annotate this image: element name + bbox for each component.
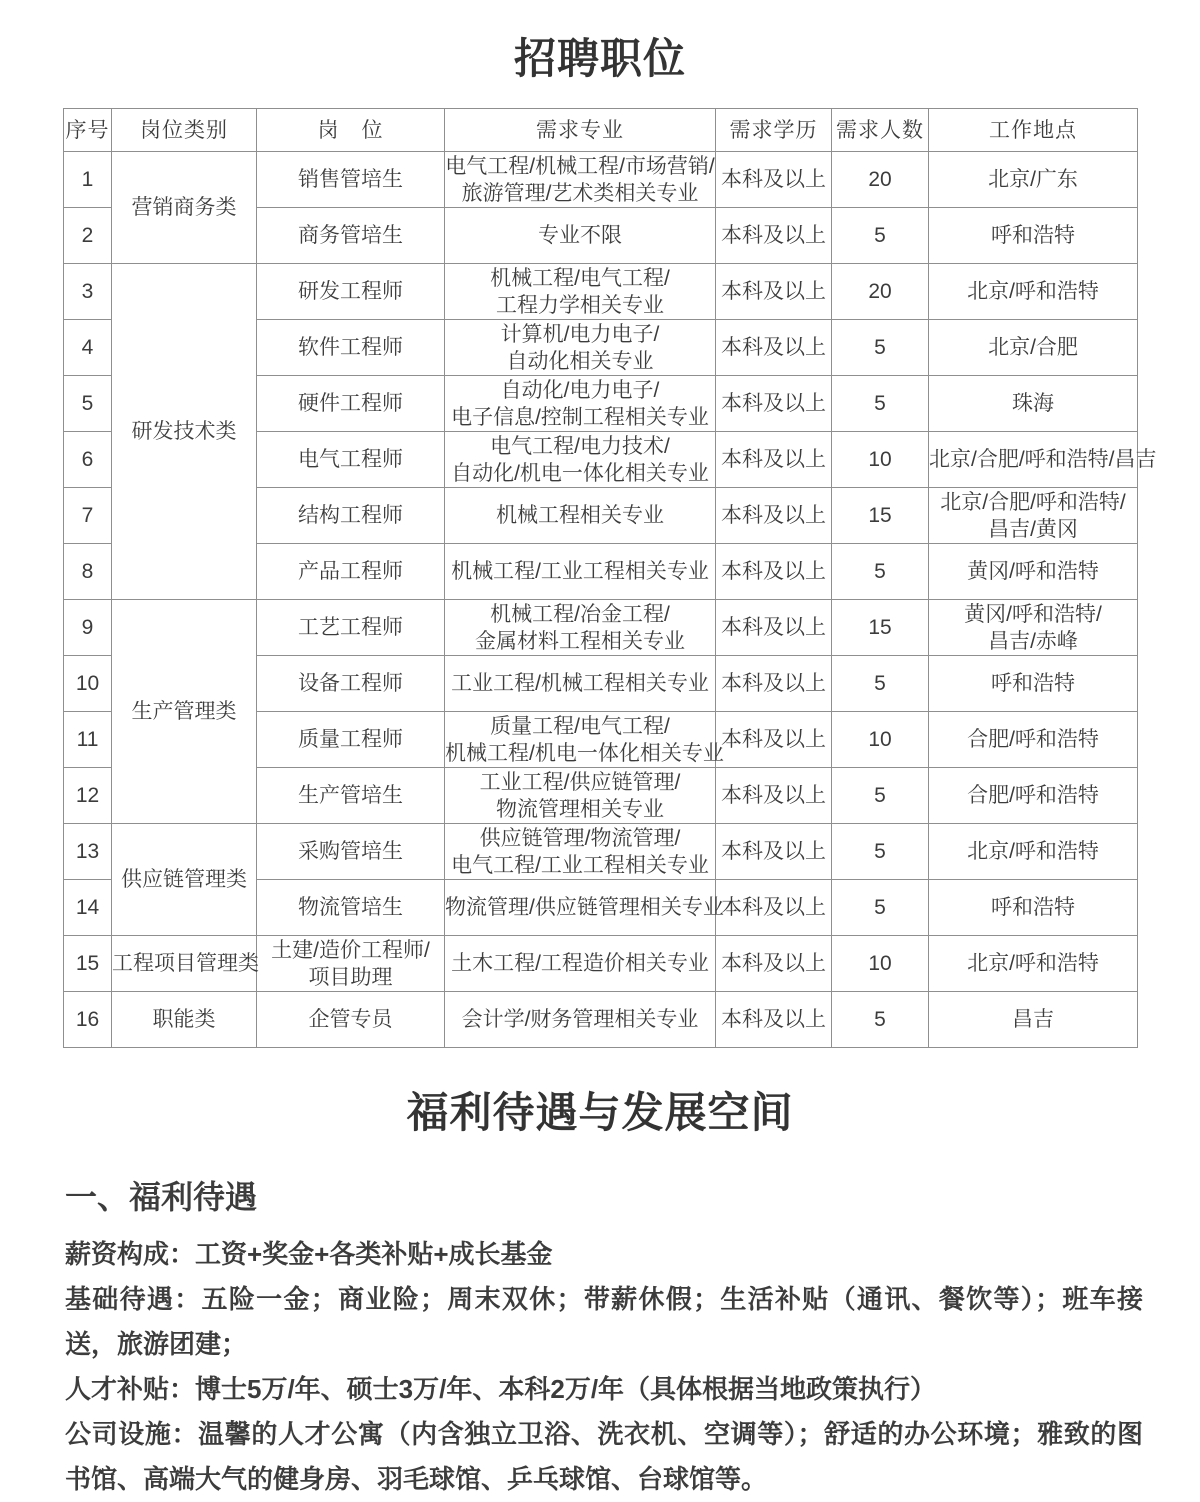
cell-index-line: 9 xyxy=(81,616,94,639)
cell-position-line: 硬件工程师 xyxy=(298,392,403,415)
cell-position xyxy=(257,208,445,264)
cell-major-line: 电气工程/机械工程/市场营销/ xyxy=(445,154,715,178)
cell-major-line: 机械工程相关专业 xyxy=(496,504,664,527)
cell-major-line: 电子信息/控制工程相关专业 xyxy=(451,405,709,429)
cell-location xyxy=(929,992,1138,1048)
benefits-title: 福利待遇与发展空间 xyxy=(406,1089,794,1136)
cell-major-line: 工程力学相关专业 xyxy=(496,293,664,317)
cell-location-line: 合肥/呼和浩特 xyxy=(967,728,1099,751)
cell-count-line: 5 xyxy=(874,336,886,359)
cell-index-line: 3 xyxy=(81,280,94,303)
cell-position-line: 采购管培生 xyxy=(298,840,403,863)
cell-location-line: 北京/广东 xyxy=(988,168,1078,191)
cell-count-line: 5 xyxy=(874,1008,886,1031)
cell-major xyxy=(445,824,716,880)
cell-location-line: 北京/呼和浩特 xyxy=(967,952,1099,975)
cell-education-line: 本科及以上 xyxy=(721,840,826,863)
cell-location-line: 昌吉/赤峰 xyxy=(988,629,1078,653)
cell-major-line: 机械工程/工业工程相关专业 xyxy=(451,560,709,583)
cell-count-line: 5 xyxy=(874,672,886,695)
cell-education-line: 本科及以上 xyxy=(721,952,826,975)
cell-major-line: 专业不限 xyxy=(538,224,622,247)
table-row xyxy=(64,264,1138,320)
cell-category-line: 生产管理类 xyxy=(131,700,237,723)
cell-major xyxy=(445,152,716,208)
cell-location xyxy=(929,656,1138,712)
cell-index-line: 13 xyxy=(75,840,100,863)
cell-education xyxy=(716,712,832,768)
cell-major xyxy=(445,936,716,992)
cell-position-line: 销售管培生 xyxy=(298,168,403,191)
cell-category xyxy=(112,264,257,600)
cell-count xyxy=(832,544,929,600)
cell-count-line: 10 xyxy=(868,728,892,751)
cell-location xyxy=(929,432,1157,488)
cell-index-line: 8 xyxy=(81,560,94,583)
cell-location-line: 呼和浩特 xyxy=(991,224,1075,247)
cell-location-line: 珠海 xyxy=(1012,392,1054,415)
cell-education-line: 本科及以上 xyxy=(721,504,826,527)
cell-category xyxy=(112,824,257,936)
cell-location xyxy=(929,152,1138,208)
cell-location xyxy=(929,320,1138,376)
cell-index-line: 12 xyxy=(75,784,100,807)
positions-table xyxy=(63,108,1157,1048)
cell-location-line: 合肥/呼和浩特 xyxy=(967,784,1099,807)
cell-location xyxy=(929,600,1138,656)
cell-count xyxy=(832,432,929,488)
column-header: 需求专业 xyxy=(445,109,716,152)
cell-education xyxy=(716,992,832,1048)
cell-major-line: 供应链管理/物流管理/ xyxy=(479,826,681,850)
cell-education xyxy=(716,880,832,936)
cell-education-line: 本科及以上 xyxy=(721,336,826,359)
cell-count xyxy=(832,992,929,1048)
cell-education-line: 本科及以上 xyxy=(721,784,826,807)
cell-category xyxy=(112,600,257,824)
cell-position-line: 商务管培生 xyxy=(298,224,403,247)
column-header: 岗 位 xyxy=(257,109,445,152)
table-body xyxy=(64,152,1157,1048)
cell-education xyxy=(716,768,832,824)
cell-education-line: 本科及以上 xyxy=(721,448,826,471)
cell-position-line: 物流管培生 xyxy=(298,896,403,919)
cell-major xyxy=(445,320,716,376)
cell-count-line: 15 xyxy=(868,616,892,639)
cell-position xyxy=(257,544,445,600)
cell-major-line: 旅游管理/艺术类相关专业 xyxy=(461,181,699,205)
table-row xyxy=(64,824,1138,880)
cell-major xyxy=(445,600,716,656)
cell-index xyxy=(64,656,112,712)
benefits-paragraphs xyxy=(65,1232,1143,1502)
cell-major xyxy=(445,488,716,544)
cell-major-line: 金属材料工程相关专业 xyxy=(475,629,685,653)
cell-count xyxy=(832,208,929,264)
cell-count-line: 20 xyxy=(868,168,892,191)
cell-position xyxy=(257,992,445,1048)
cell-count xyxy=(832,880,929,936)
cell-major-line: 会计学/财务管理相关专业 xyxy=(461,1008,699,1031)
cell-position xyxy=(257,320,445,376)
cell-index xyxy=(64,880,112,936)
cell-location-line: 昌吉/黄冈 xyxy=(988,517,1078,541)
cell-major-line: 机械工程/电气工程/ xyxy=(490,266,670,290)
cell-index xyxy=(64,824,112,880)
cell-position-line: 工艺工程师 xyxy=(298,616,403,639)
cell-count-line: 20 xyxy=(868,280,892,303)
cell-category xyxy=(112,992,257,1048)
cell-position xyxy=(257,152,445,208)
cell-index-line: 4 xyxy=(81,336,94,359)
cell-index-line: 7 xyxy=(81,504,94,527)
cell-major xyxy=(445,712,724,768)
cell-category-line: 研发技术类 xyxy=(131,420,237,443)
cell-index xyxy=(64,152,112,208)
cell-education xyxy=(716,208,832,264)
cell-position-line: 研发工程师 xyxy=(298,280,403,303)
cell-education xyxy=(716,488,832,544)
cell-count xyxy=(832,264,929,320)
cell-education-line: 本科及以上 xyxy=(721,728,826,751)
cell-education xyxy=(716,936,832,992)
cell-index xyxy=(64,208,112,264)
cell-education-line: 本科及以上 xyxy=(721,392,826,415)
cell-position xyxy=(257,376,445,432)
cell-position-line: 土建/造价工程师/ xyxy=(271,938,430,962)
benefit-paragraph: 人才补贴：博士5万/年、硕士3万/年、本科2万/年（具体根据当地政策执行） xyxy=(65,1374,937,1404)
benefit-paragraph: 基础待遇：五险一金；商业险；周末双休；带薪休假；生活补贴（通讯、餐饮等）；班车接送，旅游团建； xyxy=(65,1284,1143,1359)
cell-count-line: 15 xyxy=(868,504,892,527)
cell-position-line: 结构工程师 xyxy=(298,504,403,527)
cell-location xyxy=(929,936,1138,992)
cell-count-line: 10 xyxy=(868,952,892,975)
cell-category xyxy=(112,936,257,992)
cell-count-line: 5 xyxy=(874,896,886,919)
cell-education xyxy=(716,152,832,208)
cell-education xyxy=(716,376,832,432)
cell-education-line: 本科及以上 xyxy=(721,224,826,247)
cell-position xyxy=(257,432,445,488)
cell-position-line: 生产管培生 xyxy=(298,784,403,807)
cell-education-line: 本科及以上 xyxy=(721,616,826,639)
cell-major-line: 电气工程/电力技术/ xyxy=(490,434,670,458)
cell-position xyxy=(257,768,445,824)
cell-index xyxy=(64,600,112,656)
cell-education xyxy=(716,600,832,656)
cell-category-line: 营销商务类 xyxy=(131,196,237,219)
cell-count xyxy=(832,768,929,824)
cell-index xyxy=(64,544,112,600)
cell-category-line: 职能类 xyxy=(152,1008,216,1031)
cell-location xyxy=(929,376,1138,432)
cell-education-line: 本科及以上 xyxy=(721,280,826,303)
cell-index-line: 10 xyxy=(75,672,100,695)
cell-location xyxy=(929,488,1138,544)
cell-index-line: 5 xyxy=(81,392,94,415)
cell-category-line: 供应链管理类 xyxy=(121,868,247,891)
cell-major-line: 机械工程/机电一体化相关专业 xyxy=(445,741,724,765)
cell-location-line: 昌吉 xyxy=(1012,1008,1054,1031)
cell-count xyxy=(832,376,929,432)
table-row xyxy=(64,936,1138,992)
cell-major-line: 工业工程/机械工程相关专业 xyxy=(451,672,709,695)
cell-location-line: 北京/合肥 xyxy=(988,336,1078,359)
cell-location xyxy=(929,544,1138,600)
cell-location-line: 黄冈/呼和浩特/ xyxy=(964,602,1102,626)
cell-location-line: 北京/合肥/呼和浩特/ xyxy=(940,490,1126,514)
cell-position-line: 软件工程师 xyxy=(298,336,403,359)
cell-major-line: 计算机/电力电子/ xyxy=(500,322,660,346)
cell-count xyxy=(832,320,929,376)
cell-count-line: 10 xyxy=(868,448,892,471)
cell-education-line: 本科及以上 xyxy=(721,896,826,919)
cell-count xyxy=(832,712,929,768)
cell-location-line: 北京/呼和浩特 xyxy=(967,280,1099,303)
cell-education-line: 本科及以上 xyxy=(721,168,826,191)
cell-education-line: 本科及以上 xyxy=(721,560,826,583)
column-header: 需求学历 xyxy=(716,109,832,152)
cell-index-line: 6 xyxy=(81,448,94,471)
cell-major xyxy=(445,880,724,936)
cell-education-line: 本科及以上 xyxy=(721,1008,826,1031)
cell-index-line: 16 xyxy=(75,1008,100,1031)
cell-location-line: 呼和浩特 xyxy=(991,672,1075,695)
cell-position-line: 产品工程师 xyxy=(298,560,403,583)
table-header-row xyxy=(64,109,1138,152)
cell-category-line: 工程项目管理类 xyxy=(112,952,259,975)
cell-education xyxy=(716,656,832,712)
cell-location xyxy=(929,824,1138,880)
cell-count xyxy=(832,656,929,712)
cell-position xyxy=(257,712,445,768)
cell-index xyxy=(64,376,112,432)
cell-index xyxy=(64,264,112,320)
cell-position-line: 电气工程师 xyxy=(298,448,403,471)
cell-position-line: 企管专员 xyxy=(308,1008,393,1031)
column-header: 岗位类别 xyxy=(112,109,257,152)
cell-major xyxy=(445,544,716,600)
cell-count-line: 5 xyxy=(874,784,886,807)
cell-index-line: 1 xyxy=(81,168,94,191)
cell-count xyxy=(832,488,929,544)
cell-position xyxy=(257,656,445,712)
benefit-paragraph: 薪资构成：工资+奖金+各类补贴+成长基金 xyxy=(65,1239,553,1269)
cell-position xyxy=(257,264,445,320)
cell-education xyxy=(716,824,832,880)
cell-position xyxy=(257,488,445,544)
cell-location xyxy=(929,208,1138,264)
column-header: 需求人数 xyxy=(832,109,929,152)
cell-major-line: 自动化/机电一体化相关专业 xyxy=(451,461,709,485)
cell-count xyxy=(832,936,929,992)
cell-index xyxy=(64,992,112,1048)
cell-index xyxy=(64,712,112,768)
cell-major xyxy=(445,656,716,712)
cell-location-line: 北京/合肥/呼和浩特/昌吉 xyxy=(929,448,1157,471)
cell-index-line: 15 xyxy=(75,952,100,975)
cell-position-line: 项目助理 xyxy=(308,965,393,989)
cell-index-line: 14 xyxy=(75,896,100,919)
cell-count-line: 5 xyxy=(874,392,886,415)
cell-position xyxy=(257,880,445,936)
cell-count-line: 5 xyxy=(874,224,886,247)
cell-count xyxy=(832,824,929,880)
cell-position xyxy=(257,936,445,992)
cell-location-line: 黄冈/呼和浩特 xyxy=(967,560,1099,583)
column-header: 工作地点 xyxy=(929,109,1138,152)
cell-index-line: 2 xyxy=(81,224,94,247)
cell-major xyxy=(445,432,716,488)
table-row xyxy=(64,992,1138,1048)
cell-major-line: 电气工程/工业工程相关专业 xyxy=(451,853,709,877)
cell-index xyxy=(64,320,112,376)
cell-education xyxy=(716,320,832,376)
benefit-paragraph: 公司设施：温馨的人才公寓（内含独立卫浴、洗衣机、空调等）；舒适的办公环境；雅致的图书馆、高端大气的健身房、羽毛球馆、乒乓球馆、台球馆等。 xyxy=(65,1419,1143,1494)
cell-education xyxy=(716,264,832,320)
cell-position-line: 设备工程师 xyxy=(298,672,403,695)
cell-major xyxy=(445,376,716,432)
cell-education xyxy=(716,544,832,600)
cell-index xyxy=(64,432,112,488)
cell-major-line: 工业工程/供应链管理/ xyxy=(479,770,681,794)
cell-count-line: 5 xyxy=(874,560,886,583)
cell-major-line: 自动化相关专业 xyxy=(506,349,654,373)
cell-position-line: 质量工程师 xyxy=(298,728,403,751)
page-title: 招聘职位 xyxy=(513,35,686,82)
cell-index xyxy=(64,768,112,824)
cell-major-line: 物流管理相关专业 xyxy=(496,797,664,821)
cell-major-line: 质量工程/电气工程/ xyxy=(490,714,670,738)
cell-category xyxy=(112,152,257,264)
table-row xyxy=(64,600,1138,656)
cell-location-line: 北京/呼和浩特 xyxy=(967,840,1099,863)
cell-location xyxy=(929,880,1138,936)
benefits-section-title: 一、福利待遇 xyxy=(65,1179,258,1215)
cell-count-line: 5 xyxy=(874,840,886,863)
cell-major-line: 机械工程/冶金工程/ xyxy=(490,602,670,626)
cell-index xyxy=(64,488,112,544)
cell-index xyxy=(64,936,112,992)
table-row xyxy=(64,152,1138,208)
cell-major-line: 自动化/电力电子/ xyxy=(500,378,660,402)
positions-table-wrap xyxy=(63,108,1200,1048)
cell-major-line: 土木工程/工程造价相关专业 xyxy=(451,952,709,975)
cell-location-line: 呼和浩特 xyxy=(991,896,1075,919)
cell-education xyxy=(716,432,832,488)
cell-major xyxy=(445,768,716,824)
cell-major-line: 物流管理/供应链管理相关专业 xyxy=(445,896,724,919)
cell-major xyxy=(445,264,716,320)
cell-index-line: 11 xyxy=(76,728,99,751)
cell-count xyxy=(832,600,929,656)
cell-major xyxy=(445,992,716,1048)
cell-location xyxy=(929,264,1138,320)
cell-position xyxy=(257,824,445,880)
cell-count xyxy=(832,152,929,208)
cell-location xyxy=(929,712,1138,768)
cell-position xyxy=(257,600,445,656)
cell-education-line: 本科及以上 xyxy=(721,672,826,695)
cell-major xyxy=(445,208,716,264)
column-header: 序号 xyxy=(64,109,112,152)
cell-location xyxy=(929,768,1138,824)
